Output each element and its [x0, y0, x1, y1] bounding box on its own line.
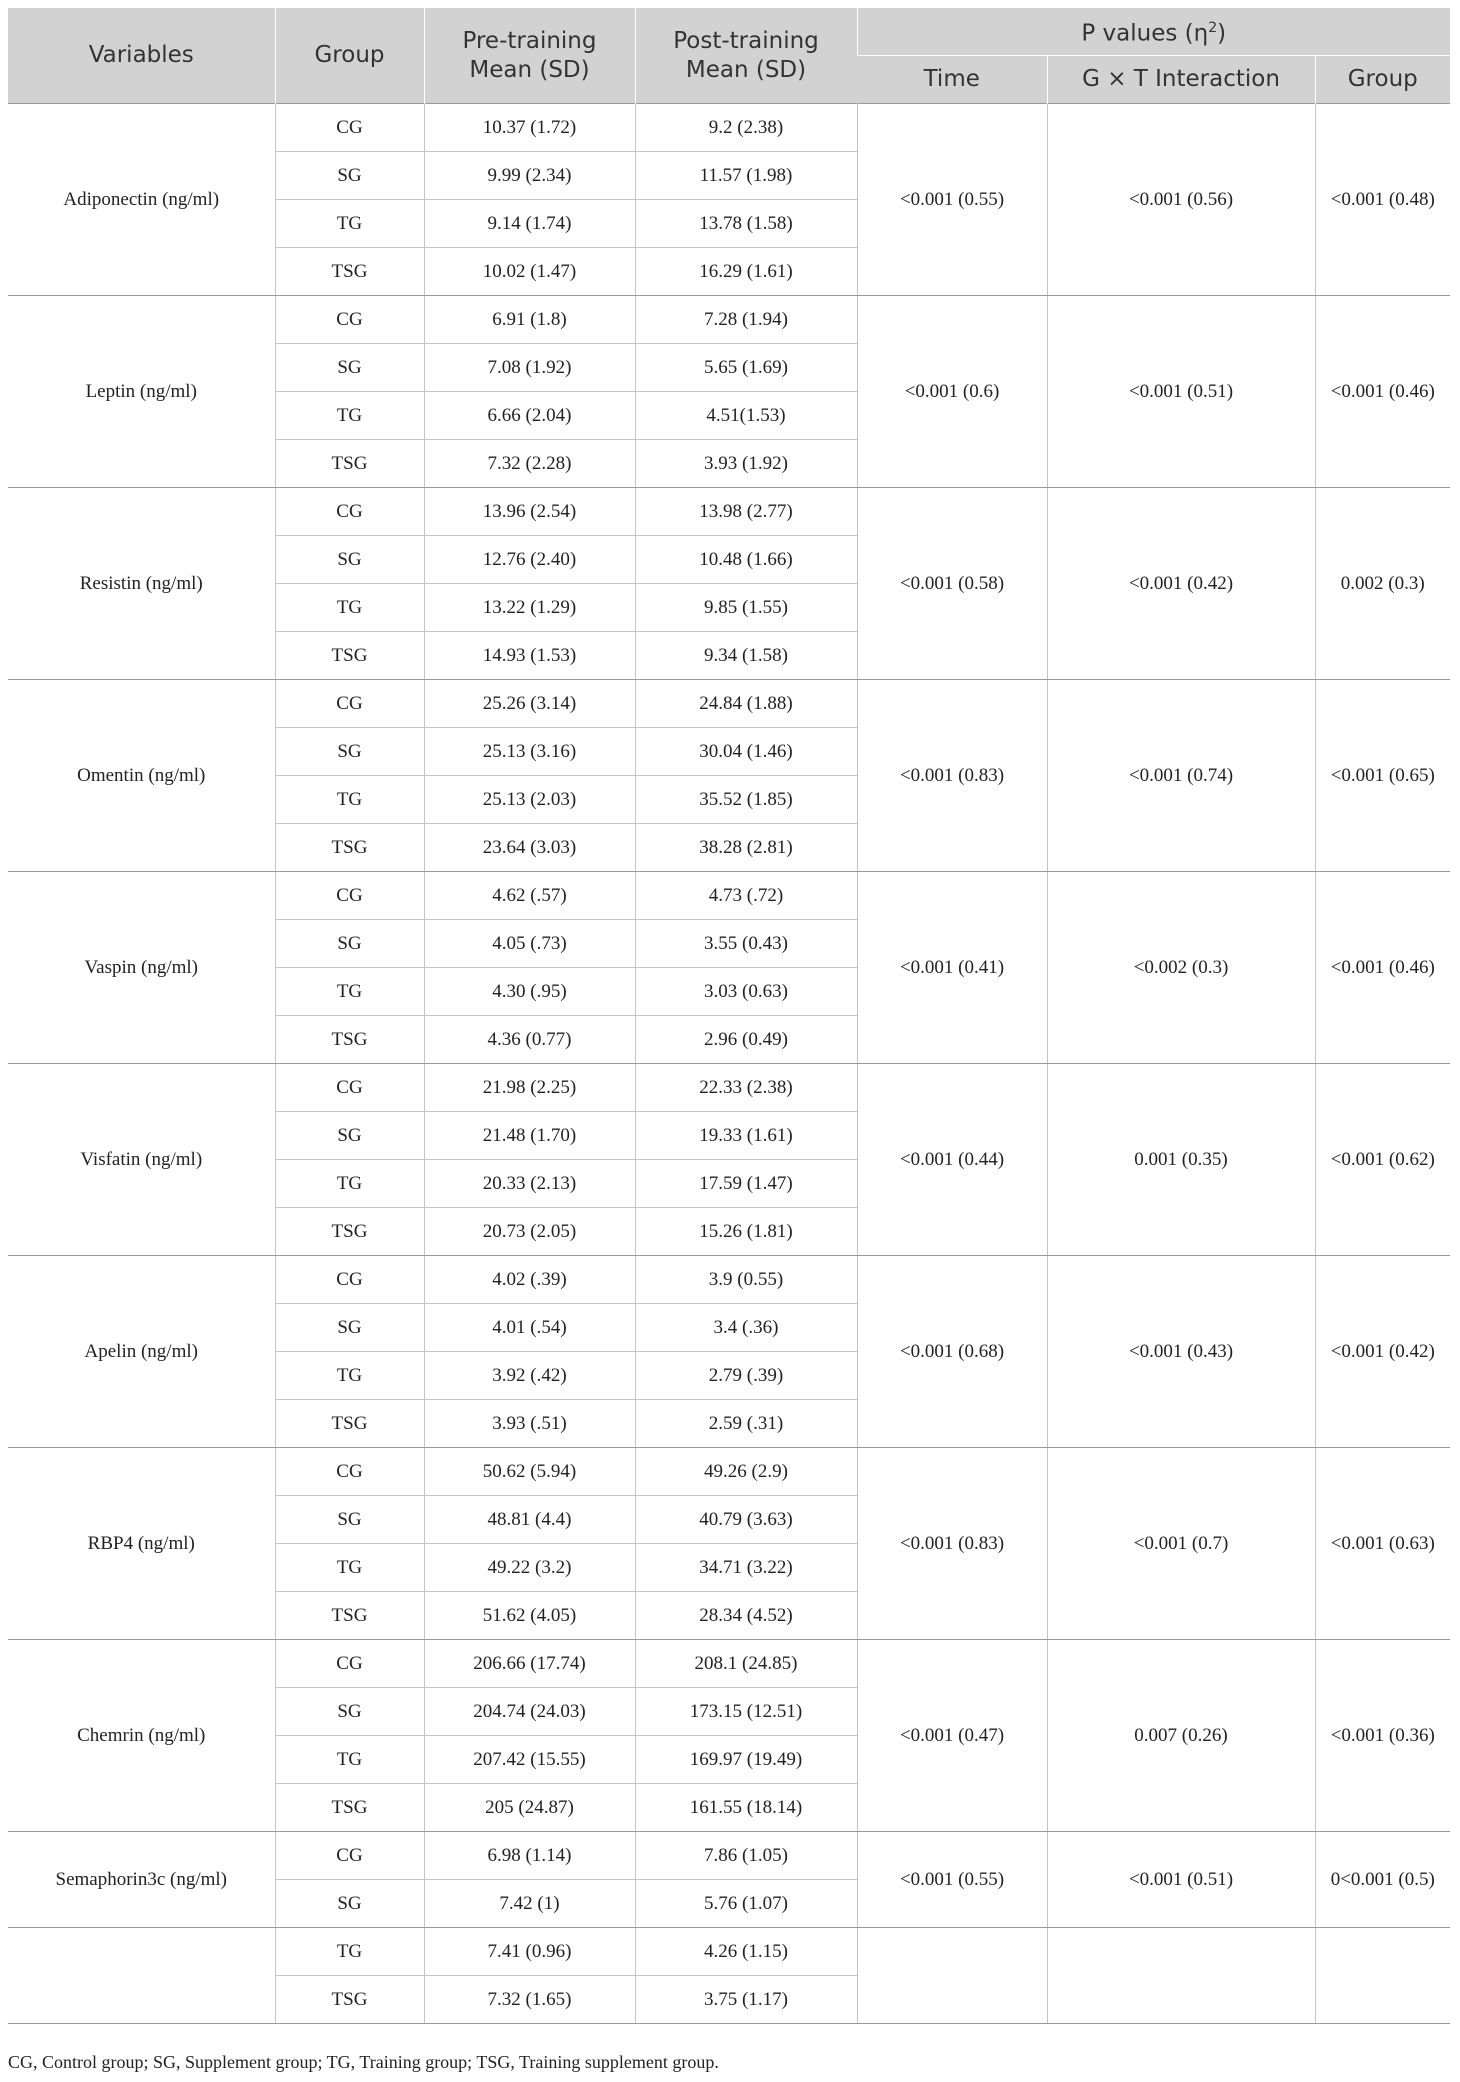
variable-cell: Omentin (ng/ml)	[8, 680, 275, 872]
pre-training-cell: 21.98 (2.25)	[424, 1064, 635, 1112]
variable-cell: Visfatin (ng/ml)	[8, 1064, 275, 1256]
p-time-cell: <0.001 (0.41)	[857, 872, 1047, 1064]
post-training-cell: 3.93 (1.92)	[635, 440, 857, 488]
post-training-cell: 7.86 (1.05)	[635, 1832, 857, 1880]
p-time-cell: <0.001 (0.6)	[857, 296, 1047, 488]
group-cell: TSG	[275, 440, 424, 488]
post-training-cell: 3.9 (0.55)	[635, 1256, 857, 1304]
p-time-cell: <0.001 (0.83)	[857, 1448, 1047, 1640]
p-interaction-cell: <0.002 (0.3)	[1047, 872, 1315, 1064]
group-cell: CG	[275, 296, 424, 344]
group-cell: TSG	[275, 1016, 424, 1064]
post-training-cell: 2.79 (.39)	[635, 1352, 857, 1400]
post-training-cell: 5.76 (1.07)	[635, 1880, 857, 1928]
pre-training-cell: 6.66 (2.04)	[424, 392, 635, 440]
p-interaction-cell: <0.001 (0.51)	[1047, 296, 1315, 488]
post-training-cell: 40.79 (3.63)	[635, 1496, 857, 1544]
variable-cell	[8, 1928, 275, 2024]
pre-training-cell: 49.22 (3.2)	[424, 1544, 635, 1592]
post-training-cell: 17.59 (1.47)	[635, 1160, 857, 1208]
group-cell: CG	[275, 1640, 424, 1688]
variable-cell: Adiponectin (ng/ml)	[8, 104, 275, 296]
p-time-cell: <0.001 (0.55)	[857, 1832, 1047, 1928]
header-group: Group	[275, 8, 424, 104]
group-cell: TSG	[275, 1976, 424, 2024]
post-training-cell: 30.04 (1.46)	[635, 728, 857, 776]
group-cell: CG	[275, 1064, 424, 1112]
pre-training-cell: 4.30 (.95)	[424, 968, 635, 1016]
group-cell: SG	[275, 1688, 424, 1736]
table-row	[8, 104, 1450, 152]
pre-training-cell: 6.91 (1.8)	[424, 296, 635, 344]
p-interaction-cell: <0.001 (0.42)	[1047, 488, 1315, 680]
variable-cell: Chemrin (ng/ml)	[8, 1640, 275, 1832]
header-p-values-suffix: )	[1217, 20, 1227, 47]
p-group-cell: <0.001 (0.63)	[1315, 1448, 1450, 1640]
pre-training-cell: 14.93 (1.53)	[424, 632, 635, 680]
pre-training-cell: 9.14 (1.74)	[424, 200, 635, 248]
group-cell: SG	[275, 344, 424, 392]
pre-training-cell: 6.98 (1.14)	[424, 1832, 635, 1880]
group-cell: CG	[275, 1832, 424, 1880]
post-training-cell: 9.34 (1.58)	[635, 632, 857, 680]
post-training-cell: 24.84 (1.88)	[635, 680, 857, 728]
post-training-cell: 22.33 (2.38)	[635, 1064, 857, 1112]
post-training-cell: 15.26 (1.81)	[635, 1208, 857, 1256]
post-training-cell: 16.29 (1.61)	[635, 248, 857, 296]
pre-training-cell: 3.93 (.51)	[424, 1400, 635, 1448]
pre-training-cell: 25.26 (3.14)	[424, 680, 635, 728]
pre-training-cell: 7.41 (0.96)	[424, 1928, 635, 1976]
post-training-cell: 38.28 (2.81)	[635, 824, 857, 872]
p-group-cell: <0.001 (0.65)	[1315, 680, 1450, 872]
p-time-cell	[857, 1928, 1047, 2024]
group-cell: CG	[275, 104, 424, 152]
group-cell: CG	[275, 872, 424, 920]
table-row	[8, 680, 1450, 728]
p-interaction-cell: 0.007 (0.26)	[1047, 1640, 1315, 1832]
header-pre-line1: Pre-training	[462, 27, 597, 54]
header-p-values	[857, 8, 1450, 56]
group-cell: SG	[275, 536, 424, 584]
p-time-cell: <0.001 (0.83)	[857, 680, 1047, 872]
variable-cell: Leptin (ng/ml)	[8, 296, 275, 488]
table-row	[8, 1832, 1450, 1880]
pre-training-cell: 10.37 (1.72)	[424, 104, 635, 152]
variable-cell: Vaspin (ng/ml)	[8, 872, 275, 1064]
post-training-cell: 35.52 (1.85)	[635, 776, 857, 824]
p-time-cell: <0.001 (0.58)	[857, 488, 1047, 680]
p-interaction-cell: <0.001 (0.7)	[1047, 1448, 1315, 1640]
header-post-training	[635, 8, 857, 104]
pre-training-cell: 9.99 (2.34)	[424, 152, 635, 200]
post-training-cell: 19.33 (1.61)	[635, 1112, 857, 1160]
table-row	[8, 1928, 1450, 1976]
p-group-cell: <0.001 (0.36)	[1315, 1640, 1450, 1832]
pre-training-cell: 3.92 (.42)	[424, 1352, 635, 1400]
header-variables: Variables	[8, 8, 275, 104]
post-training-cell: 49.26 (2.9)	[635, 1448, 857, 1496]
table-footnote: CG, Control group; SG, Supplement group; TG, Training group; TSG, Training supplement group.	[8, 2052, 719, 2072]
post-training-cell: 4.26 (1.15)	[635, 1928, 857, 1976]
p-group-cell: <0.001 (0.62)	[1315, 1064, 1450, 1256]
post-training-cell: 10.48 (1.66)	[635, 536, 857, 584]
pre-training-cell: 4.62 (.57)	[424, 872, 635, 920]
group-cell: TSG	[275, 1784, 424, 1832]
pre-training-cell: 4.02 (.39)	[424, 1256, 635, 1304]
header-group-p: Group	[1315, 56, 1450, 104]
group-cell: SG	[275, 1880, 424, 1928]
table-row	[8, 296, 1450, 344]
group-cell: TG	[275, 776, 424, 824]
p-group-cell: <0.001 (0.46)	[1315, 296, 1450, 488]
group-cell: SG	[275, 1112, 424, 1160]
pre-training-cell: 7.32 (1.65)	[424, 1976, 635, 2024]
table-body	[8, 104, 1450, 2024]
group-cell: TSG	[275, 1400, 424, 1448]
group-cell: TG	[275, 1544, 424, 1592]
pre-training-cell: 7.32 (2.28)	[424, 440, 635, 488]
table-row	[8, 1640, 1450, 1688]
group-cell: TSG	[275, 632, 424, 680]
variable-cell: Resistin (ng/ml)	[8, 488, 275, 680]
post-training-cell: 13.98 (2.77)	[635, 488, 857, 536]
group-cell: CG	[275, 680, 424, 728]
pre-training-cell: 23.64 (3.03)	[424, 824, 635, 872]
pre-training-cell: 7.42 (1)	[424, 1880, 635, 1928]
post-training-cell: 28.34 (4.52)	[635, 1592, 857, 1640]
group-cell: TSG	[275, 1208, 424, 1256]
pre-training-cell: 50.62 (5.94)	[424, 1448, 635, 1496]
p-group-cell	[1315, 1928, 1450, 2024]
p-group-cell: <0.001 (0.48)	[1315, 104, 1450, 296]
variable-cell: Apelin (ng/ml)	[8, 1256, 275, 1448]
header-post-line1: Post-training	[673, 27, 819, 54]
group-cell: TG	[275, 1160, 424, 1208]
post-training-cell: 2.96 (0.49)	[635, 1016, 857, 1064]
table-row	[8, 488, 1450, 536]
post-training-cell: 11.57 (1.98)	[635, 152, 857, 200]
group-cell: TG	[275, 1352, 424, 1400]
post-training-cell: 3.4 (.36)	[635, 1304, 857, 1352]
results-table-container	[8, 8, 1450, 2024]
variable-cell: RBP4 (ng/ml)	[8, 1448, 275, 1640]
p-interaction-cell: <0.001 (0.51)	[1047, 1832, 1315, 1928]
pre-training-cell: 13.96 (2.54)	[424, 488, 635, 536]
post-training-cell: 161.55 (18.14)	[635, 1784, 857, 1832]
group-cell: CG	[275, 488, 424, 536]
pre-training-cell: 25.13 (3.16)	[424, 728, 635, 776]
results-table	[8, 8, 1450, 2024]
table-row	[8, 1448, 1450, 1496]
post-training-cell: 5.65 (1.69)	[635, 344, 857, 392]
pre-training-cell: 10.02 (1.47)	[424, 248, 635, 296]
pre-training-cell: 205 (24.87)	[424, 1784, 635, 1832]
group-cell: SG	[275, 728, 424, 776]
p-time-cell: <0.001 (0.44)	[857, 1064, 1047, 1256]
pre-training-cell: 4.01 (.54)	[424, 1304, 635, 1352]
group-cell: TG	[275, 1928, 424, 1976]
group-cell: TG	[275, 968, 424, 1016]
pre-training-cell: 25.13 (2.03)	[424, 776, 635, 824]
group-cell: TG	[275, 392, 424, 440]
pre-training-cell: 20.73 (2.05)	[424, 1208, 635, 1256]
post-training-cell: 173.15 (12.51)	[635, 1688, 857, 1736]
header-interaction: G × T Interaction	[1047, 56, 1315, 104]
pre-training-cell: 13.22 (1.29)	[424, 584, 635, 632]
pre-training-cell: 207.42 (15.55)	[424, 1736, 635, 1784]
pre-training-cell: 7.08 (1.92)	[424, 344, 635, 392]
group-cell: TG	[275, 200, 424, 248]
p-interaction-cell	[1047, 1928, 1315, 2024]
pre-training-cell: 51.62 (4.05)	[424, 1592, 635, 1640]
post-training-cell: 3.75 (1.17)	[635, 1976, 857, 2024]
p-time-cell: <0.001 (0.68)	[857, 1256, 1047, 1448]
p-interaction-cell: <0.001 (0.56)	[1047, 104, 1315, 296]
header-pre-line2: Mean (SD)	[469, 56, 590, 83]
group-cell: SG	[275, 920, 424, 968]
group-cell: TSG	[275, 1592, 424, 1640]
post-training-cell: 3.55 (0.43)	[635, 920, 857, 968]
group-cell: TSG	[275, 248, 424, 296]
p-interaction-cell: <0.001 (0.43)	[1047, 1256, 1315, 1448]
post-training-cell: 9.85 (1.55)	[635, 584, 857, 632]
group-cell: TSG	[275, 824, 424, 872]
group-cell: SG	[275, 152, 424, 200]
header-pre-training	[424, 8, 635, 104]
pre-training-cell: 4.36 (0.77)	[424, 1016, 635, 1064]
group-cell: CG	[275, 1448, 424, 1496]
table-row	[8, 1256, 1450, 1304]
variable-cell: Semaphorin3c (ng/ml)	[8, 1832, 275, 1928]
post-training-cell: 4.73 (.72)	[635, 872, 857, 920]
table-row	[8, 1064, 1450, 1112]
post-training-cell: 208.1 (24.85)	[635, 1640, 857, 1688]
post-training-cell: 7.28 (1.94)	[635, 296, 857, 344]
post-training-cell: 4.51(1.53)	[635, 392, 857, 440]
pre-training-cell: 206.66 (17.74)	[424, 1640, 635, 1688]
header-post-line2: Mean (SD)	[685, 56, 807, 83]
pre-training-cell: 4.05 (.73)	[424, 920, 635, 968]
group-cell: TG	[275, 584, 424, 632]
post-training-cell: 2.59 (.31)	[635, 1400, 857, 1448]
pre-training-cell: 48.81 (4.4)	[424, 1496, 635, 1544]
header-p-values-sup: 2	[1208, 20, 1218, 37]
group-cell: SG	[275, 1304, 424, 1352]
header-time: Time	[857, 56, 1047, 104]
group-cell: CG	[275, 1256, 424, 1304]
p-interaction-cell: <0.001 (0.74)	[1047, 680, 1315, 872]
p-group-cell: <0.001 (0.46)	[1315, 872, 1450, 1064]
pre-training-cell: 12.76 (2.40)	[424, 536, 635, 584]
pre-training-cell: 204.74 (24.03)	[424, 1688, 635, 1736]
group-cell: TG	[275, 1736, 424, 1784]
table-header	[8, 8, 1450, 104]
post-training-cell: 13.78 (1.58)	[635, 200, 857, 248]
group-cell: SG	[275, 1496, 424, 1544]
p-group-cell: 0<0.001 (0.5)	[1315, 1832, 1450, 1928]
p-interaction-cell: 0.001 (0.35)	[1047, 1064, 1315, 1256]
pre-training-cell: 21.48 (1.70)	[424, 1112, 635, 1160]
p-time-cell: <0.001 (0.55)	[857, 104, 1047, 296]
header-p-values-prefix: P values (η	[1081, 20, 1209, 47]
p-time-cell: <0.001 (0.47)	[857, 1640, 1047, 1832]
pre-training-cell: 20.33 (2.13)	[424, 1160, 635, 1208]
post-training-cell: 169.97 (19.49)	[635, 1736, 857, 1784]
post-training-cell: 9.2 (2.38)	[635, 104, 857, 152]
p-group-cell: 0.002 (0.3)	[1315, 488, 1450, 680]
post-training-cell: 3.03 (0.63)	[635, 968, 857, 1016]
post-training-cell: 34.71 (3.22)	[635, 1544, 857, 1592]
table-row	[8, 872, 1450, 920]
p-group-cell: <0.001 (0.42)	[1315, 1256, 1450, 1448]
